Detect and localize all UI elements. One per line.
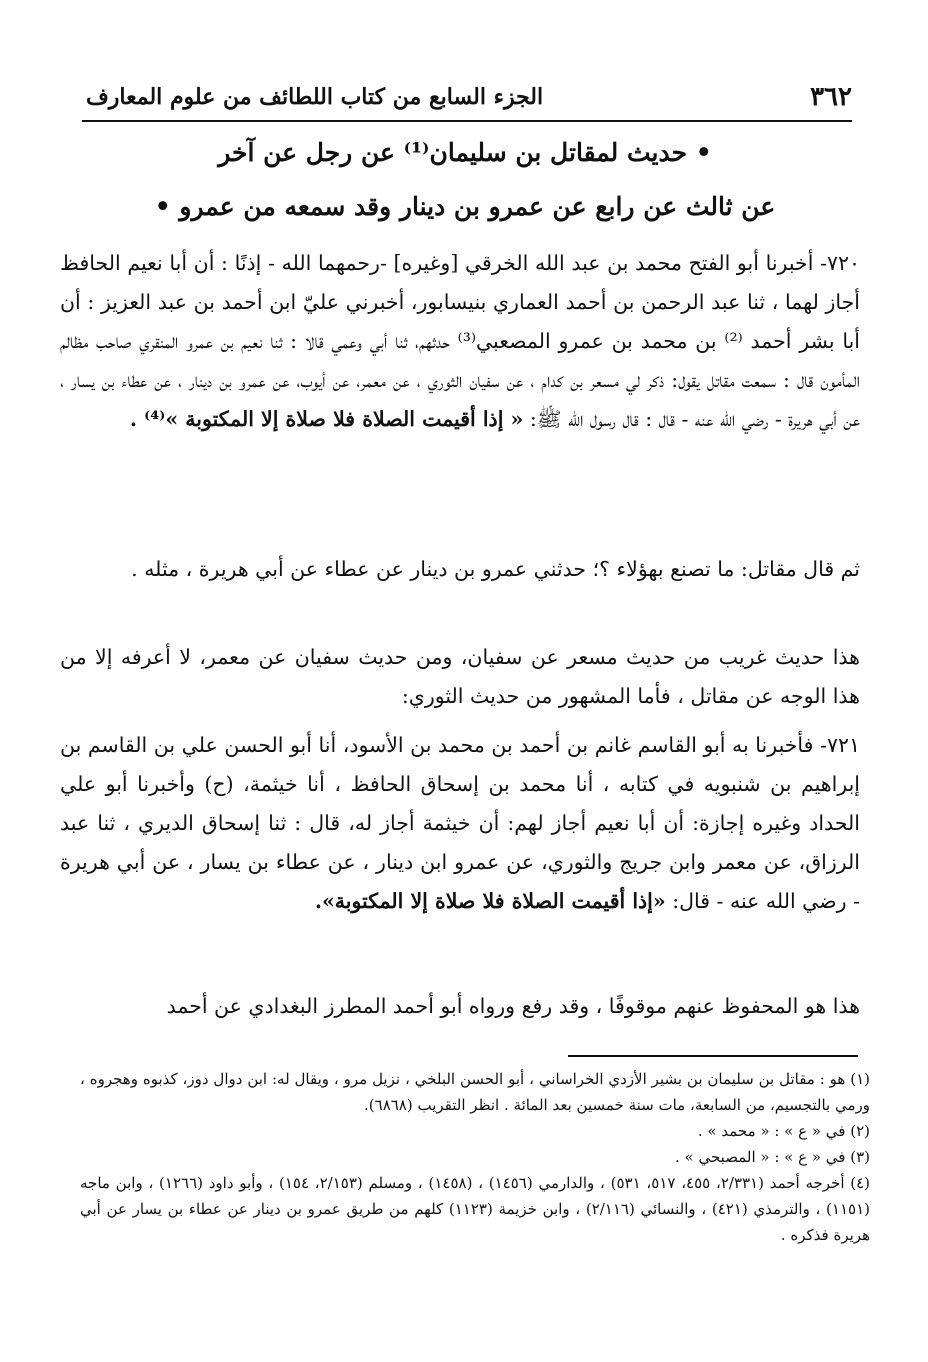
paragraph-mahfuz-note: هذا هو المحفوظ عنهم موقوفًا ، وقد رفع ورواه أبو أحمد المطرز البغدادي عن أحمد [166, 994, 860, 1018]
section-heading-line-2: عن ثالث عن رابع عن عمرو بن دينار وقد سمعه من عمرو • [154, 192, 776, 221]
footnote-1: (١) هو : مقاتل بن سليمان بن بشير الأزدي الخراساني ، أبو الحسن البلخي ، نزيل مرو ، ويقال له: ابن دوال دوز، كذبوه وهجروه ، ورمي بالتجسيم، من السابعة، مات سنة خمسين بعد المائة . انظر التقريب (٦٨٦٨). [80, 1070, 871, 1114]
footnotes [80, 1066, 870, 1248]
paragraph-gharib-note: هذا حديث غريب من حديث مسعر عن سفيان، ومن حديث سفيان عن معمر، لا أعرفه إلا من هذا الوجه عن مقاتل ، فأما المشهور من حديث الثوري: [60, 645, 860, 708]
running-title: الجزء السابع من كتاب اللطائف من علوم المعارف [86, 84, 544, 110]
hadith-720-text: ٧٢٠- أخبرنا أبو الفتح محمد بن عبد الله الخرقي [وغيره] -رحمهما الله - إذنًا : أن أبا نعيم الحافظ أجاز لهما ، ثنا عبد الرحمن بن أحمد العماري بنيسابور، أخبرني عليّ ابن أحمد بن عبد العزيز : أن أبا بشر أحمد ⁽²⁾ بن محمد بن عمرو المصعبي⁽³⁾ حدثهم، ثنا أبي وعمي قالا : ثنا نعيم بن عمرو المنقري صاحب مظالم المأمون قال : سمعت مقاتل يقول: ذكر لي مسعر بن كدام ، عن سفيان الثوري ، عن معمر، عن أيوب، عن عمرو بن دينار ، عن عطاء بن يسار ، عن أبي هريرة - رضي الله عنه - قال : قال رسول الله ﷺ: [60, 251, 860, 431]
section-heading-line-1: • حديث لمقاتل بن سليمان⁽¹⁾ عن رجل عن آخر [218, 138, 712, 167]
footnote-4: (٤) أخرجه أحمد (٢/٣٣١، ٤٥٥، ٥١٧، ٥٣١) ، والدارمي (١٤٥٦) ، (١٤٥٨) ، ومسلم (٢/١٥٣، ١٥٤) ، وأبو داود (١٢٦٦) ، وابن ماجه (١١٥١) ، والترمذي (٤٢١) ، والنسائي (٢/١١٦) ، وابن خزيمة (١١٢٣) كلهم من طريق عمرو بن دينار عن عطاء بن يسار عن أبي هريرة فذكره . [80, 1174, 871, 1244]
hadith-720 [60, 244, 860, 439]
paragraph-muqatil-comment: ثم قال مقاتل: ما تصنع بهؤلاء ؟؛ حدثني عمرو بن دينار عن عطاء عن أبي هريرة ، مثله . [131, 557, 860, 581]
footnote-3: (٣) في « ع » : « المصبحي » . [675, 1148, 870, 1166]
hadith-721-quote: «إذا أقيمت الصلاة فلا صلاة إلا المكتوبة». [314, 889, 666, 913]
footnote-2: (٢) في « ع » : « محمد » . [697, 1122, 870, 1140]
hadith-720-quote: « إذا أقيمت الصلاة فلا صلاة إلا المكتوبة »⁽⁴⁾ . [129, 407, 524, 431]
page-number: ٣٦٢ [810, 82, 852, 112]
hadith-721 [60, 726, 860, 921]
page-header [82, 78, 852, 122]
hadith-721-text: ٧٢١- فأخبرنا به أبو القاسم غانم بن أحمد بن محمد بن الأسود، أنا أبو الحسن علي بن القاسم بن إبراهيم بن شنبويه في كتابه ، أنا محمد بن إسحاق الحافظ ، أنا خيثمة، (ح) وأخبرنا أبو علي الحداد وغيره إجازة: أن أبا نعيم أجاز لهم: أن خيثمة أجاز له، قال : ثنا إسحاق الديري ، ثنا عبد الرزاق، عن معمر وابن جريج والثوري، عن عمرو ابن دينار ، عن عطاء بن يسار ، عن أبي هريرة - رضي الله عنه - قال: [60, 733, 860, 913]
footnote-divider [568, 1055, 858, 1057]
